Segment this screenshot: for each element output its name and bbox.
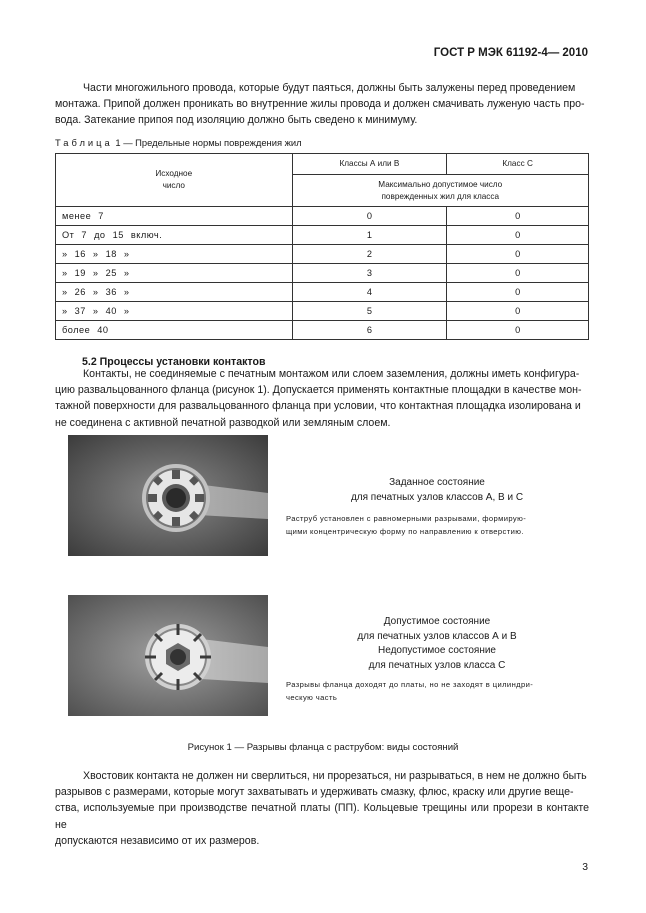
row-value-ab: 5 xyxy=(292,302,447,321)
intro-line: вода. Затекание припоя под изоляцию должно быть сведено к минимуму. xyxy=(55,114,418,127)
header-classes-ab: Классы А или В xyxy=(292,154,447,175)
section-line: тажной поверхности для развальцованного фланца при условии, что контактная площадка изолирована и xyxy=(55,400,581,413)
intro-line: монтажа. Припой должен проникать во внутренние жилы провода и должен смачивать луженую часть про- xyxy=(55,98,585,111)
row-value-c: 0 xyxy=(447,207,589,226)
flare-photo-breaks-image xyxy=(68,595,268,716)
page-number: 3 xyxy=(582,862,588,873)
state2-line: Недопустимое состояние xyxy=(378,645,496,657)
state2-label xyxy=(282,615,592,673)
closing-paragraph xyxy=(55,768,589,849)
row-label: » 26 » 36 » xyxy=(56,283,293,302)
row-value-c: 0 xyxy=(447,302,589,321)
state2-line: для печатных узлов классов А и В xyxy=(357,630,517,642)
state1-line: для печатных узлов классов А, В и С xyxy=(350,491,524,503)
table-row xyxy=(56,283,589,302)
state1-line: Заданное состояние xyxy=(389,477,485,488)
section-line: не соединена с активной печатной разводкой или земляным слоем. xyxy=(55,416,391,429)
table-row xyxy=(56,264,589,283)
flare-photo-target xyxy=(68,435,268,556)
row-value-ab: 6 xyxy=(292,321,447,340)
header-max-damaged xyxy=(292,175,588,207)
closing-line: Хвостовик контакта не должен ни сверлиться, ни прорезаться, ни разрываться, в нем не должно быть xyxy=(83,770,587,782)
row-value-c: 0 xyxy=(447,283,589,302)
header-line: Исходное xyxy=(155,169,193,178)
flare-photo-breaks xyxy=(68,595,268,716)
section-line: Контакты, не соединяемые с печатным монтажом или слоем заземления, должны иметь конфигура- xyxy=(83,368,580,380)
row-value-c: 0 xyxy=(447,321,589,340)
header-line: число xyxy=(162,181,185,190)
section-title: 5.2 Процессы установки контактов xyxy=(82,356,266,368)
table-caption-word: Таблица xyxy=(55,137,113,148)
table-row xyxy=(56,207,589,226)
flare-photo-target-image xyxy=(68,435,268,556)
table-caption-text: 1 — Предельные нормы повреждения жил xyxy=(115,137,302,148)
note-line: ческую часть xyxy=(286,693,338,702)
row-value-ab: 3 xyxy=(292,264,447,283)
intro-line: Части многожильного провода, которые будут паяться, должны быть залужены перед проведением xyxy=(83,82,576,94)
state1-note xyxy=(286,512,586,538)
row-value-ab: 1 xyxy=(292,226,447,245)
header-initial-count xyxy=(56,154,293,207)
row-label: » 16 » 18 » xyxy=(56,245,293,264)
section-line: цию развальцованного фланца (рисунок 1). Допускается применять контактные площадки в качестве мон- xyxy=(55,384,582,397)
section-paragraph xyxy=(55,366,589,431)
table-row xyxy=(56,245,589,264)
state2-line: для печатных узлов класса С xyxy=(368,659,506,671)
intro-paragraph xyxy=(55,80,589,129)
row-value-ab: 2 xyxy=(292,245,447,264)
table-row xyxy=(56,321,589,340)
row-label: менее 7 xyxy=(56,207,293,226)
table-caption xyxy=(55,137,302,148)
row-value-ab: 0 xyxy=(292,207,447,226)
note-line: Раструб установлен с равномерными разрывами, формирую- xyxy=(286,514,527,523)
header-line: Максимально допустимое число xyxy=(378,179,503,189)
row-label: От 7 до 15 включ. xyxy=(56,226,293,245)
state2-note xyxy=(286,678,586,704)
row-value-c: 0 xyxy=(447,226,589,245)
closing-line: допускаются независимо от их размеров. xyxy=(55,834,260,847)
row-value-c: 0 xyxy=(447,245,589,264)
row-value-ab: 4 xyxy=(292,283,447,302)
row-label: » 19 » 25 » xyxy=(56,264,293,283)
figure-caption: Рисунок 1 — Разрывы фланца с раструбом: виды состояний xyxy=(187,742,459,753)
damage-limits-table xyxy=(55,153,589,340)
closing-line: разрывов с размерами, которые могут захватывать и удерживать смазку, флюс, краску или другие веще- xyxy=(55,786,574,799)
table-row xyxy=(56,302,589,321)
row-label: более 40 xyxy=(56,321,293,340)
note-line: Разрывы фланца доходят до платы, но не заходят в цилиндри- xyxy=(286,680,534,689)
header-line: поврежденных жил для класса xyxy=(381,191,500,201)
document-code: ГОСТ Р МЭК 61192-4— 2010 xyxy=(433,47,588,59)
row-label: » 37 » 40 » xyxy=(56,302,293,321)
row-value-c: 0 xyxy=(447,264,589,283)
closing-line: ства, используемые при производстве печатной платы (ПП). Кольцевые трещины или прорези в контакте не xyxy=(55,802,589,831)
state2-line: Допустимое состояние xyxy=(383,616,491,627)
state1-label xyxy=(282,476,592,505)
note-line: щими концентрическую форму по направлению к отверстию. xyxy=(286,527,524,536)
table-row xyxy=(56,226,589,245)
header-class-c: Класс С xyxy=(447,154,589,175)
